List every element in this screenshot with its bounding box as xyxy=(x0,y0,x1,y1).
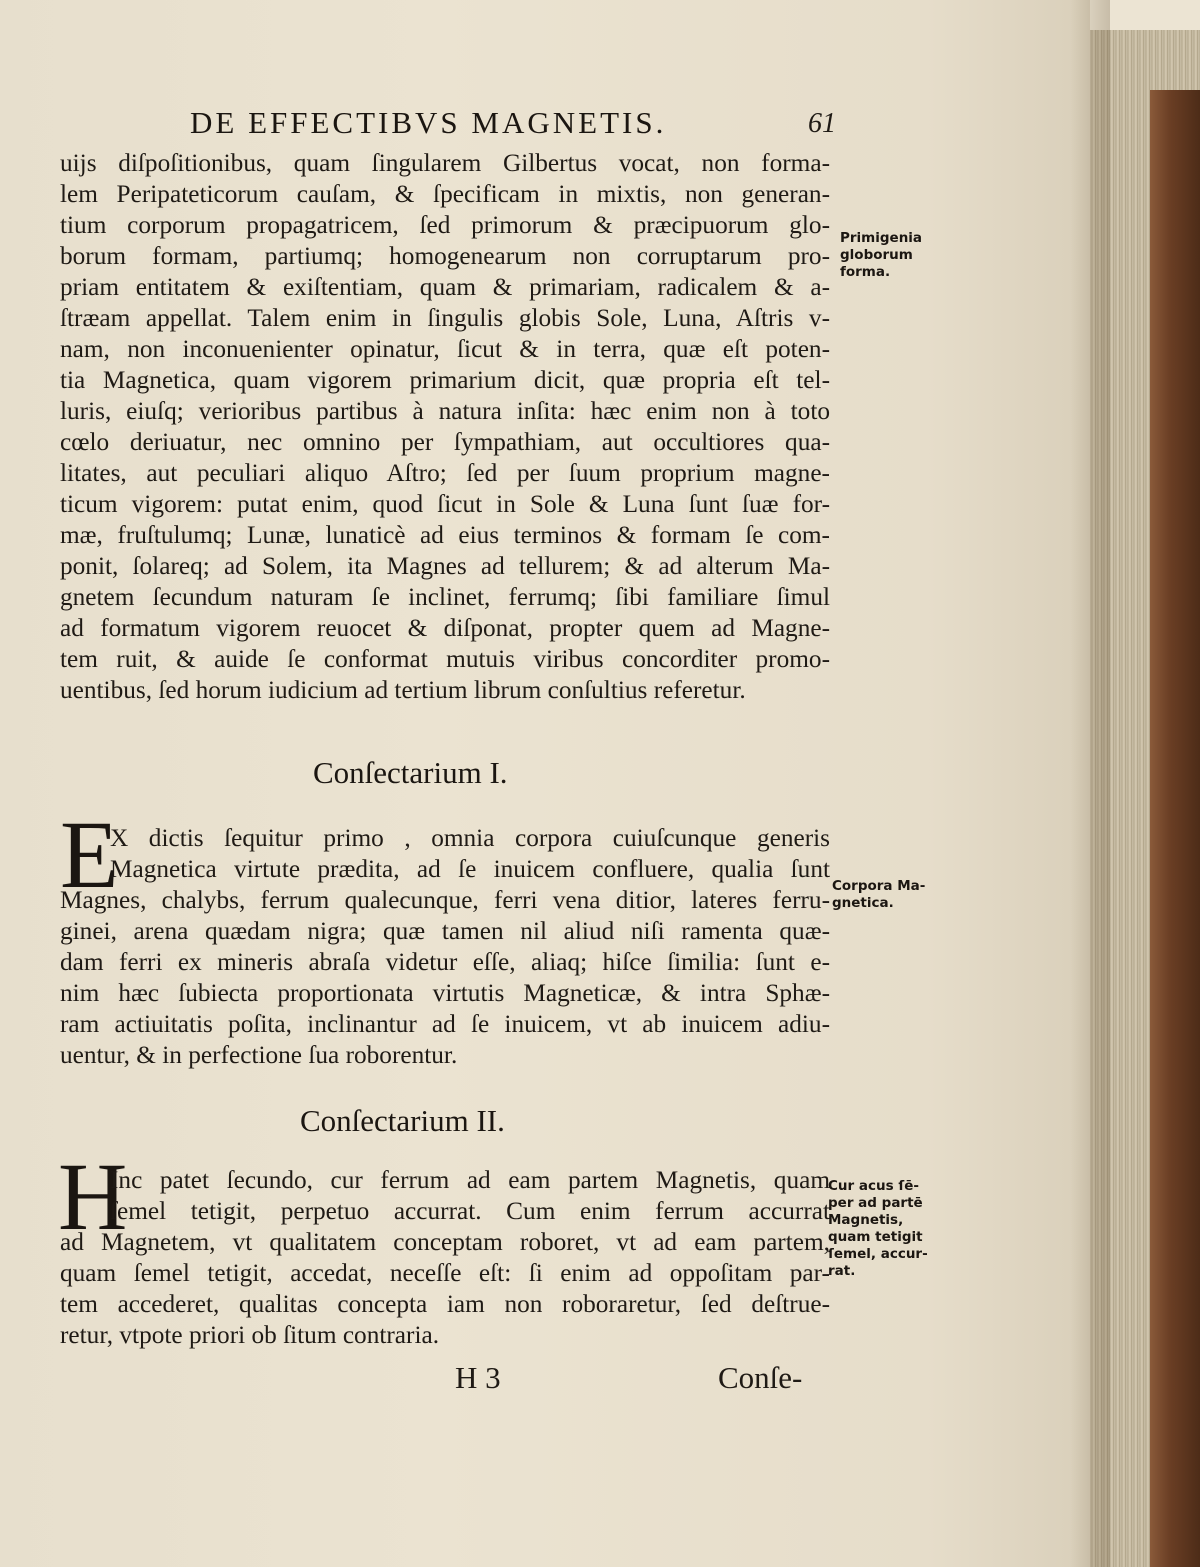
text-line: ſemel tetigit, perpetuo accurrat. Cum enim ferrum accurrat xyxy=(110,1197,830,1225)
text-line: gnetem ſecundum naturam ſe inclinet, ferrumq; ſibi familiare ſimul xyxy=(60,583,830,611)
text-line: nam, non inconuenienter opinatur, ſicut & in terra, quæ eſt poten- xyxy=(60,335,830,363)
drop-cap-h: H xyxy=(58,1143,128,1250)
running-title: DE EFFECTIBVS MAGNETIS. xyxy=(190,105,667,140)
margin-note-line: gnetica. xyxy=(832,895,894,911)
margin-note-line: rat. xyxy=(828,1263,856,1279)
text-line: Magnes, chalybs, ferrum qualecunque, ferri vena ditior, lateres ferru- xyxy=(60,886,830,914)
text-line: ad formatum vigorem reuocet & diſponat, propter quem ad Magne- xyxy=(60,614,830,642)
paragraph-continuation xyxy=(60,148,830,706)
section-1-text xyxy=(60,823,830,1071)
text-line: mæ, fruſtulumq; Lunæ, lunaticè ad eius terminos & formam ſe com- xyxy=(60,521,830,549)
text-line: cœlo deriuatur, nec omnino per ſympathiam, aut occultiores qua- xyxy=(60,428,830,456)
text-line: ticum vigorem: putat enim, quod ſicut in Sole & Luna ſunt ſuæ for- xyxy=(60,490,830,518)
margin-note-primigenia xyxy=(840,230,975,281)
margin-note-line: Corpora Ma- xyxy=(832,878,926,894)
text-line: quam ſemel tetigit, accedat, neceſſe eſt: ſi enim ad oppoſitam par- xyxy=(60,1259,830,1287)
section-2-text xyxy=(60,1165,830,1351)
text-line: litates, aut peculiari aliquo Aſtro; ſed per ſuum proprium magne- xyxy=(60,459,830,487)
catchword: Conſe- xyxy=(718,1360,803,1395)
text-line: uijs diſpoſitionibus, quam ſingularem Gilbertus vocat, non forma- xyxy=(60,149,830,177)
text-line: dam ferri ex mineris abraſa videtur eſſe, aliaq; hiſce ſimilia: ſunt e- xyxy=(60,948,830,976)
margin-note-line: per ad partē xyxy=(828,1195,923,1211)
text-line: uentibus, ſed horum iudicium ad tertium librum conſultius referetur. xyxy=(60,676,746,704)
text-line: lem Peripateticorum cauſam, & ſpecificam in mixtis, non generan- xyxy=(60,180,830,208)
text-line: ſtræam appellat. Talem enim in ſingulis globis Sole, Luna, Aſtris v- xyxy=(60,304,830,332)
text-line: tium corporum propagatricem, ſed primorum & præcipuorum glo- xyxy=(60,211,830,239)
text-line: retur, vtpote priori ob ſitum contraria. xyxy=(60,1321,440,1349)
section-heading-1: Conſectarium I. xyxy=(313,755,508,790)
margin-note-line: globorum xyxy=(840,247,913,263)
margin-note-cur-acus xyxy=(828,1178,963,1280)
text-line: tia Magnetica, quam vigorem primarium dicit, quæ propria eſt tel- xyxy=(60,366,830,394)
text-line: ginei, arena quædam nigra; quæ tamen nil aliud niſi ramenta quæ- xyxy=(60,917,830,945)
text-line: borum formam, partiumq; homogenearum non corruptarum pro- xyxy=(60,242,830,270)
text-line: uentur, & in perfectione ſua roborentur. xyxy=(60,1041,458,1069)
text-line: Inc patet ſecundo, cur ferrum ad eam partem Magnetis, quam xyxy=(110,1166,830,1194)
text-line: tem ruit, & auide ſe conformat mutuis viribus concorditer promo- xyxy=(60,645,830,673)
text-line: ponit, ſolareq; ad Solem, ita Magnes ad tellurem; & ad alterum Ma- xyxy=(60,552,830,580)
text-line: ram actiuitatis poſita, inclinantur ad ſe inuicem, vt ab inuicem adiu- xyxy=(60,1010,830,1038)
text-line: luris, eiuſq; verioribus partibus à natura inſita: hæc enim non à toto xyxy=(60,397,830,425)
text-line: priam entitatem & exiſtentiam, quam & primariam, radicalem & a- xyxy=(60,273,830,301)
page-number: 61 xyxy=(808,108,836,139)
margin-note-line: ſemel, accur- xyxy=(828,1246,928,1262)
text-line: tem accederet, qualitas concepta iam non roboraretur, ſed deſtrue- xyxy=(60,1290,830,1318)
margin-note-line: forma. xyxy=(840,264,891,280)
text-line: ad Magnetem, vt qualitatem conceptam roboret, vt ad eam partem, xyxy=(60,1228,830,1256)
text-line: nim hæc ſubiecta proportionata virtutis Magneticæ, & intra Sphæ- xyxy=(60,979,830,1007)
margin-note-line: Primigenia xyxy=(840,230,923,246)
section-heading-2: Conſectarium II. xyxy=(300,1103,505,1138)
text-line: Magnetica virtute prædita, ad ſe inuicem confluere, qualia ſunt xyxy=(110,855,830,883)
text-line: X dictis ſequitur primo , omnia corpora cuiuſcunque generis xyxy=(110,824,830,852)
gutter-shadow xyxy=(1070,0,1110,1567)
drop-cap-e: E xyxy=(60,801,119,908)
margin-note-line: Magnetis, xyxy=(828,1212,904,1228)
margin-note-line: Cur acus ſē- xyxy=(828,1178,919,1194)
margin-note-corpora xyxy=(832,878,967,912)
margin-note-line: quam tetigit xyxy=(828,1229,923,1245)
book-cover-edge xyxy=(1150,90,1200,1567)
signature-mark: H 3 xyxy=(455,1360,501,1395)
